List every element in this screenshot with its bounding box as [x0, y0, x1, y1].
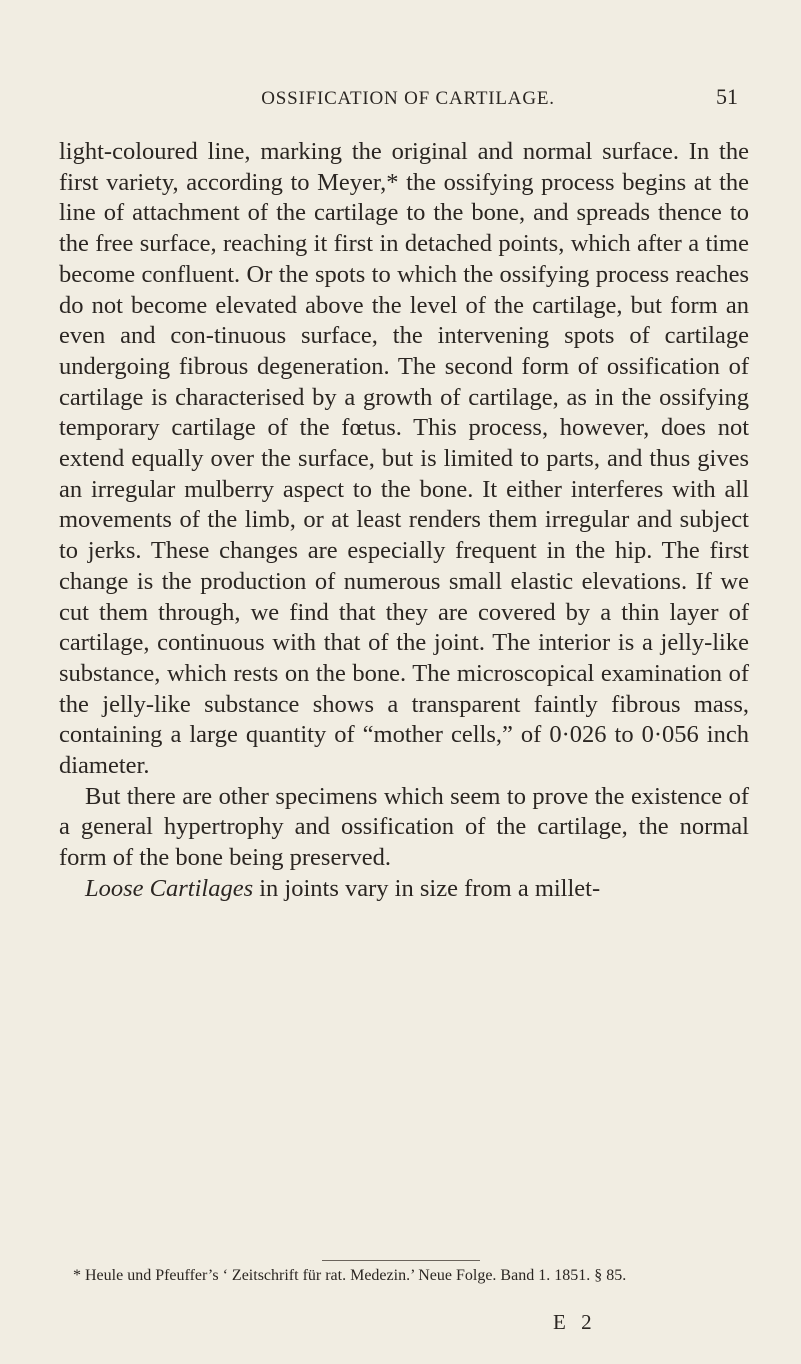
- paragraph-2: But there are other specimens which seem to prove the existence of a general hypertrophy and ossification of the cartilage, the normal form of the bone being preserved.: [59, 782, 749, 872]
- paragraph-3-emphasis: Loose Cartilages: [85, 874, 254, 902]
- body-text: [59, 137, 749, 905]
- signature-mark: E 2: [553, 1310, 597, 1334]
- page-number: 51: [716, 84, 738, 109]
- footnote-divider: [322, 1260, 480, 1261]
- footnote-text: * Heule und Pfeuffer’s ‘ Zeitschrift für rat. Medezin.’ Neue Folge. Band 1. 1851. § 85.: [73, 1267, 627, 1284]
- paragraph-1: light-coloured line, marking the original and normal surface. In the first variety, according to Meyer,* the ossifying process begins at the line of attachment of the cartilage to the bone, and spreads thence to the free surface, reaching it first in detached points, which after a time become confluent. Or the spots to which the ossifying process reaches do not become elevated above the level of the cartilage, but form an even and con-tinuous surface, the intervening spots of cartilage undergoing fibrous degeneration. The second form of ossification of cartilage is characterised by a growth of cartilage, as in the ossifying temporary cartilage of the fœtus. This process, however, does not extend equally over the surface, but is limited to parts, and thus gives an irregular mulberry aspect to the bone. It either interferes with all movements of the limb, or at least renders them irregular and subject to jerks. These changes are especially frequent in the hip. The first change is the production of numerous small elastic elevations. If we cut them through, we find that they are covered by a thin layer of cartilage, continuous with that of the joint. The interior is a jelly-like substance, which rests on the bone. The microscopical examination of the jelly-like substance shows a transparent faintly fibrous mass, containing a large quantity of “mother cells,” of 0·026 to 0·056 inch diameter.: [59, 138, 749, 780]
- paragraph-3: [59, 874, 749, 905]
- running-title: OSSIFICATION OF CARTILAGE.: [261, 88, 555, 109]
- paragraph-3-text: in joints vary in size from a millet-: [253, 874, 601, 902]
- footnote: [59, 1266, 749, 1286]
